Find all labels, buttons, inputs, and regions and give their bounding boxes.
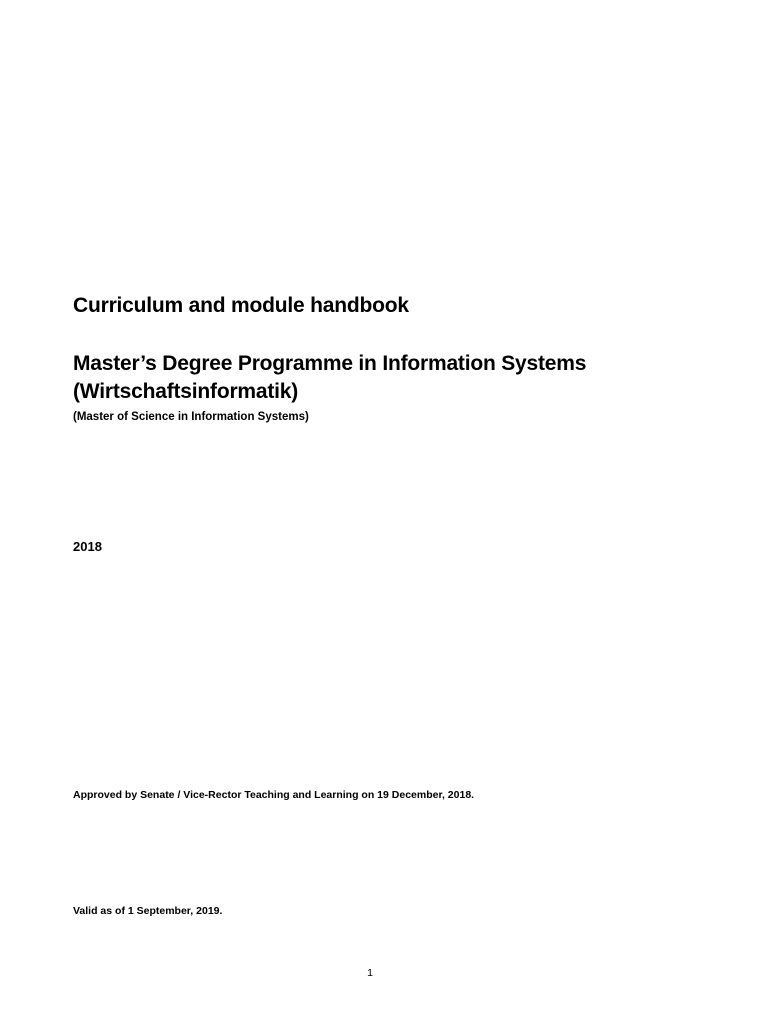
handbook-year: 2018	[73, 539, 102, 554]
programme-title-line-1: Master’s Degree Programme in Information Systems	[73, 352, 587, 375]
validity-note: Valid as of 1 September, 2019.	[73, 905, 223, 917]
document-type-heading: Curriculum and module handbook	[73, 294, 409, 317]
page-number: 1	[367, 967, 373, 979]
programme-title	[73, 350, 586, 406]
approval-note: Approved by Senate / Vice-Rector Teaching and Learning on 19 December, 2018.	[73, 789, 475, 801]
programme-title-line-2: (Wirtschaftsinformatik)	[73, 380, 299, 403]
degree-name: (Master of Science in Information Systems)	[73, 411, 309, 423]
